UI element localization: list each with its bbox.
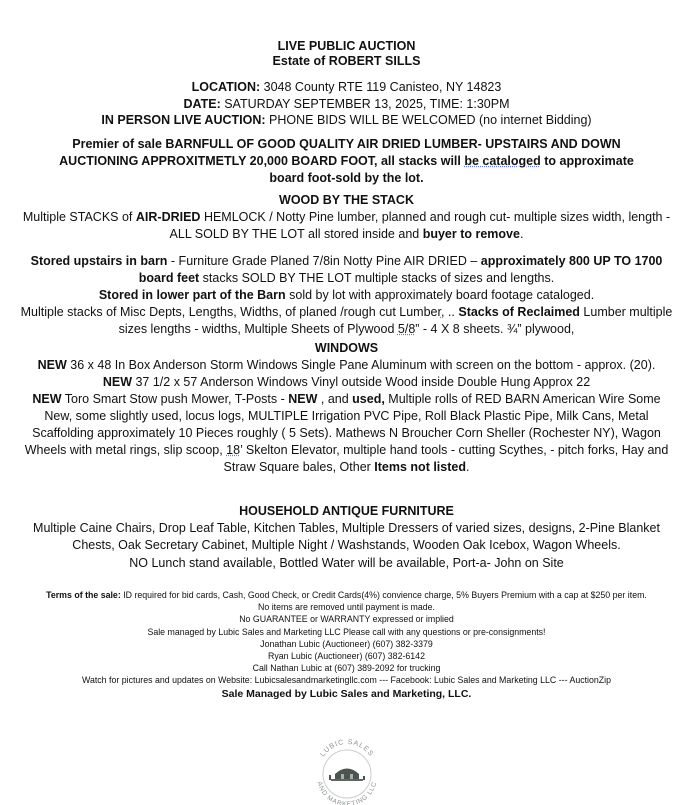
sale-managed-line: Sale Managed by Lubic Sales and Marketing, LLC. — [221, 687, 472, 700]
furniture-heading: HOUSEHOLD ANTIQUE FURNITURE — [239, 504, 454, 518]
live-auction-line: IN PERSON LIVE AUCTION: PHONE BIDS WILL BE WELCOMED (no internet Bidding) — [101, 113, 592, 127]
wood-paragraph: Multiple STACKS of AIR-DRIED HEMLOCK / Notty Pine lumber, planned and rough cut- multiple sizes width, length - ALL SOLD BY THE LOT all stored inside and buyer to remove. — [22, 210, 671, 241]
barn-icon — [329, 769, 365, 782]
premier-paragraph: Premier of sale BARNFULL OF GOOD QUALITY AIR DRIED LUMBER- UPSTAIRS AND DOWN AUCTIONING APPROXITMETLY 20,000 BOARD FOOT, all stacks will be cataloged to approximate board foot-sold by the lot. — [59, 137, 634, 185]
date-line: DATE: SATURDAY SEPTEMBER 13, 2025, TIME: 1:30PM — [183, 96, 510, 111]
estate-name: Estate of ROBERT SILLS — [272, 54, 421, 68]
watch-line: Watch for pictures and updates on Website: Lubicsalesandmarketingllc.com --- Facebook: Lubic Sales and Marketing LLC --- AuctionZip — [81, 675, 612, 686]
location-line: LOCATION: 3048 County RTE 119 Canisteo, NY 14823 — [191, 80, 502, 94]
logo-bottom-text: AND MARKETING LLC — [315, 780, 379, 805]
misc-lumber-paragraph: Multiple stacks of Misc Depts, Lengths, Widths, of planed /rough cut Lumber, .. Stacks of Reclaimed Lumber multiple sizes lengths - widths, Multiple Sheets of Plywood 5/8” - 4 X 8 sheets. ¾” plywood, — [20, 305, 673, 336]
page-title: LIVE PUBLIC AUCTION — [277, 39, 416, 53]
windows-heading: WINDOWS — [314, 341, 379, 355]
windows-section — [20, 340, 673, 476]
upstairs-paragraph: Stored upstairs in barn - Furniture Grade Planed 7/8in Notty Pine AIR DRIED – approximately 800 UP TO 1700 board feet stacks SOLD BY THE LOT multiple stacks of sizes and lengths. — [30, 254, 663, 285]
lunch-line: NO Lunch stand available, Bottled Water will be available, Port-a- John on Site — [129, 556, 564, 570]
terms-line: Terms of the sale: ID required for bid cards, Cash, Good Check, or Credit Cards(4%) convience charge, 5% Buyers Premium with a cap at $250 per item. — [46, 590, 647, 600]
logo-top-text: LUBIC SALES — [319, 738, 375, 759]
ryan-contact: Ryan Lubic (Auctioneer) (607) 382-6142 — [268, 651, 425, 662]
furniture-section — [20, 503, 673, 572]
lower-barn-paragraph: Stored in lower part of the Barn sold by lot with approximately board footage cataloged. — [98, 288, 595, 302]
storm-windows-line: NEW 36 x 48 In Box Anderson Storm Windows Single Pane Aluminum with screen on the bottom - approx. (20). — [37, 358, 656, 372]
title-block — [0, 39, 693, 69]
managed-line: Sale managed by Lubic Sales and Marketing LLC Please call with any questions or pre-consignments! — [147, 626, 546, 637]
wood-heading: WOOD BY THE STACK — [279, 193, 414, 207]
event-details — [0, 79, 693, 129]
equipment-paragraph: NEW Toro Smart Stow push Mower, T-Posts - NEW , and used, Multiple rolls of RED BARN American Wire Some New, some slightly used, locus logs, MULTIPLE Irrigation PVC Pipe, Roll Black Plastic Pipe, Milk Cans, Metal Scaffolding approximately 10 Pieces roughly ( 5 Sets). Mathews N Broucher Corn Sheller (Rochester NY), Wagon Wheels with metal rings, slip scoop, 18’ Skelton Elevator, multiple hand tools - cutting Scythes, - pitch forks, Hay and Straw Square bales, Other Items not listed. — [24, 392, 669, 474]
nathan-contact: Call Nathan Lubic at (607) 389-2092 for trucking — [252, 663, 441, 674]
guarantee-line: No GUARANTEE or WARRANTY expressed or implied — [239, 614, 454, 625]
removal-line: No items are removed until payment is made. — [258, 602, 435, 613]
furniture-paragraph: Multiple Caine Chairs, Drop Leaf Table, Kitchen Tables, Multiple Dressers of varied sizes, designs, 2-Pine Blanket Chests, Oak Secretary Cabinet, Multiple Night / Washstands, Wooden Oak Icebox, Wagon Wheels. — [33, 521, 660, 552]
lubic-sales-logo — [305, 736, 389, 805]
lumber-section — [20, 253, 673, 338]
jonathan-contact: Jonathan Lubic (Auctioneer) (607) 382-3379 — [260, 638, 433, 649]
terms-block — [20, 589, 673, 701]
wood-section — [20, 192, 673, 243]
anderson-windows-line: NEW 37 1/2 x 57 Anderson Windows Vinyl outside Wood inside Double Hung Approx 22 — [102, 375, 591, 389]
